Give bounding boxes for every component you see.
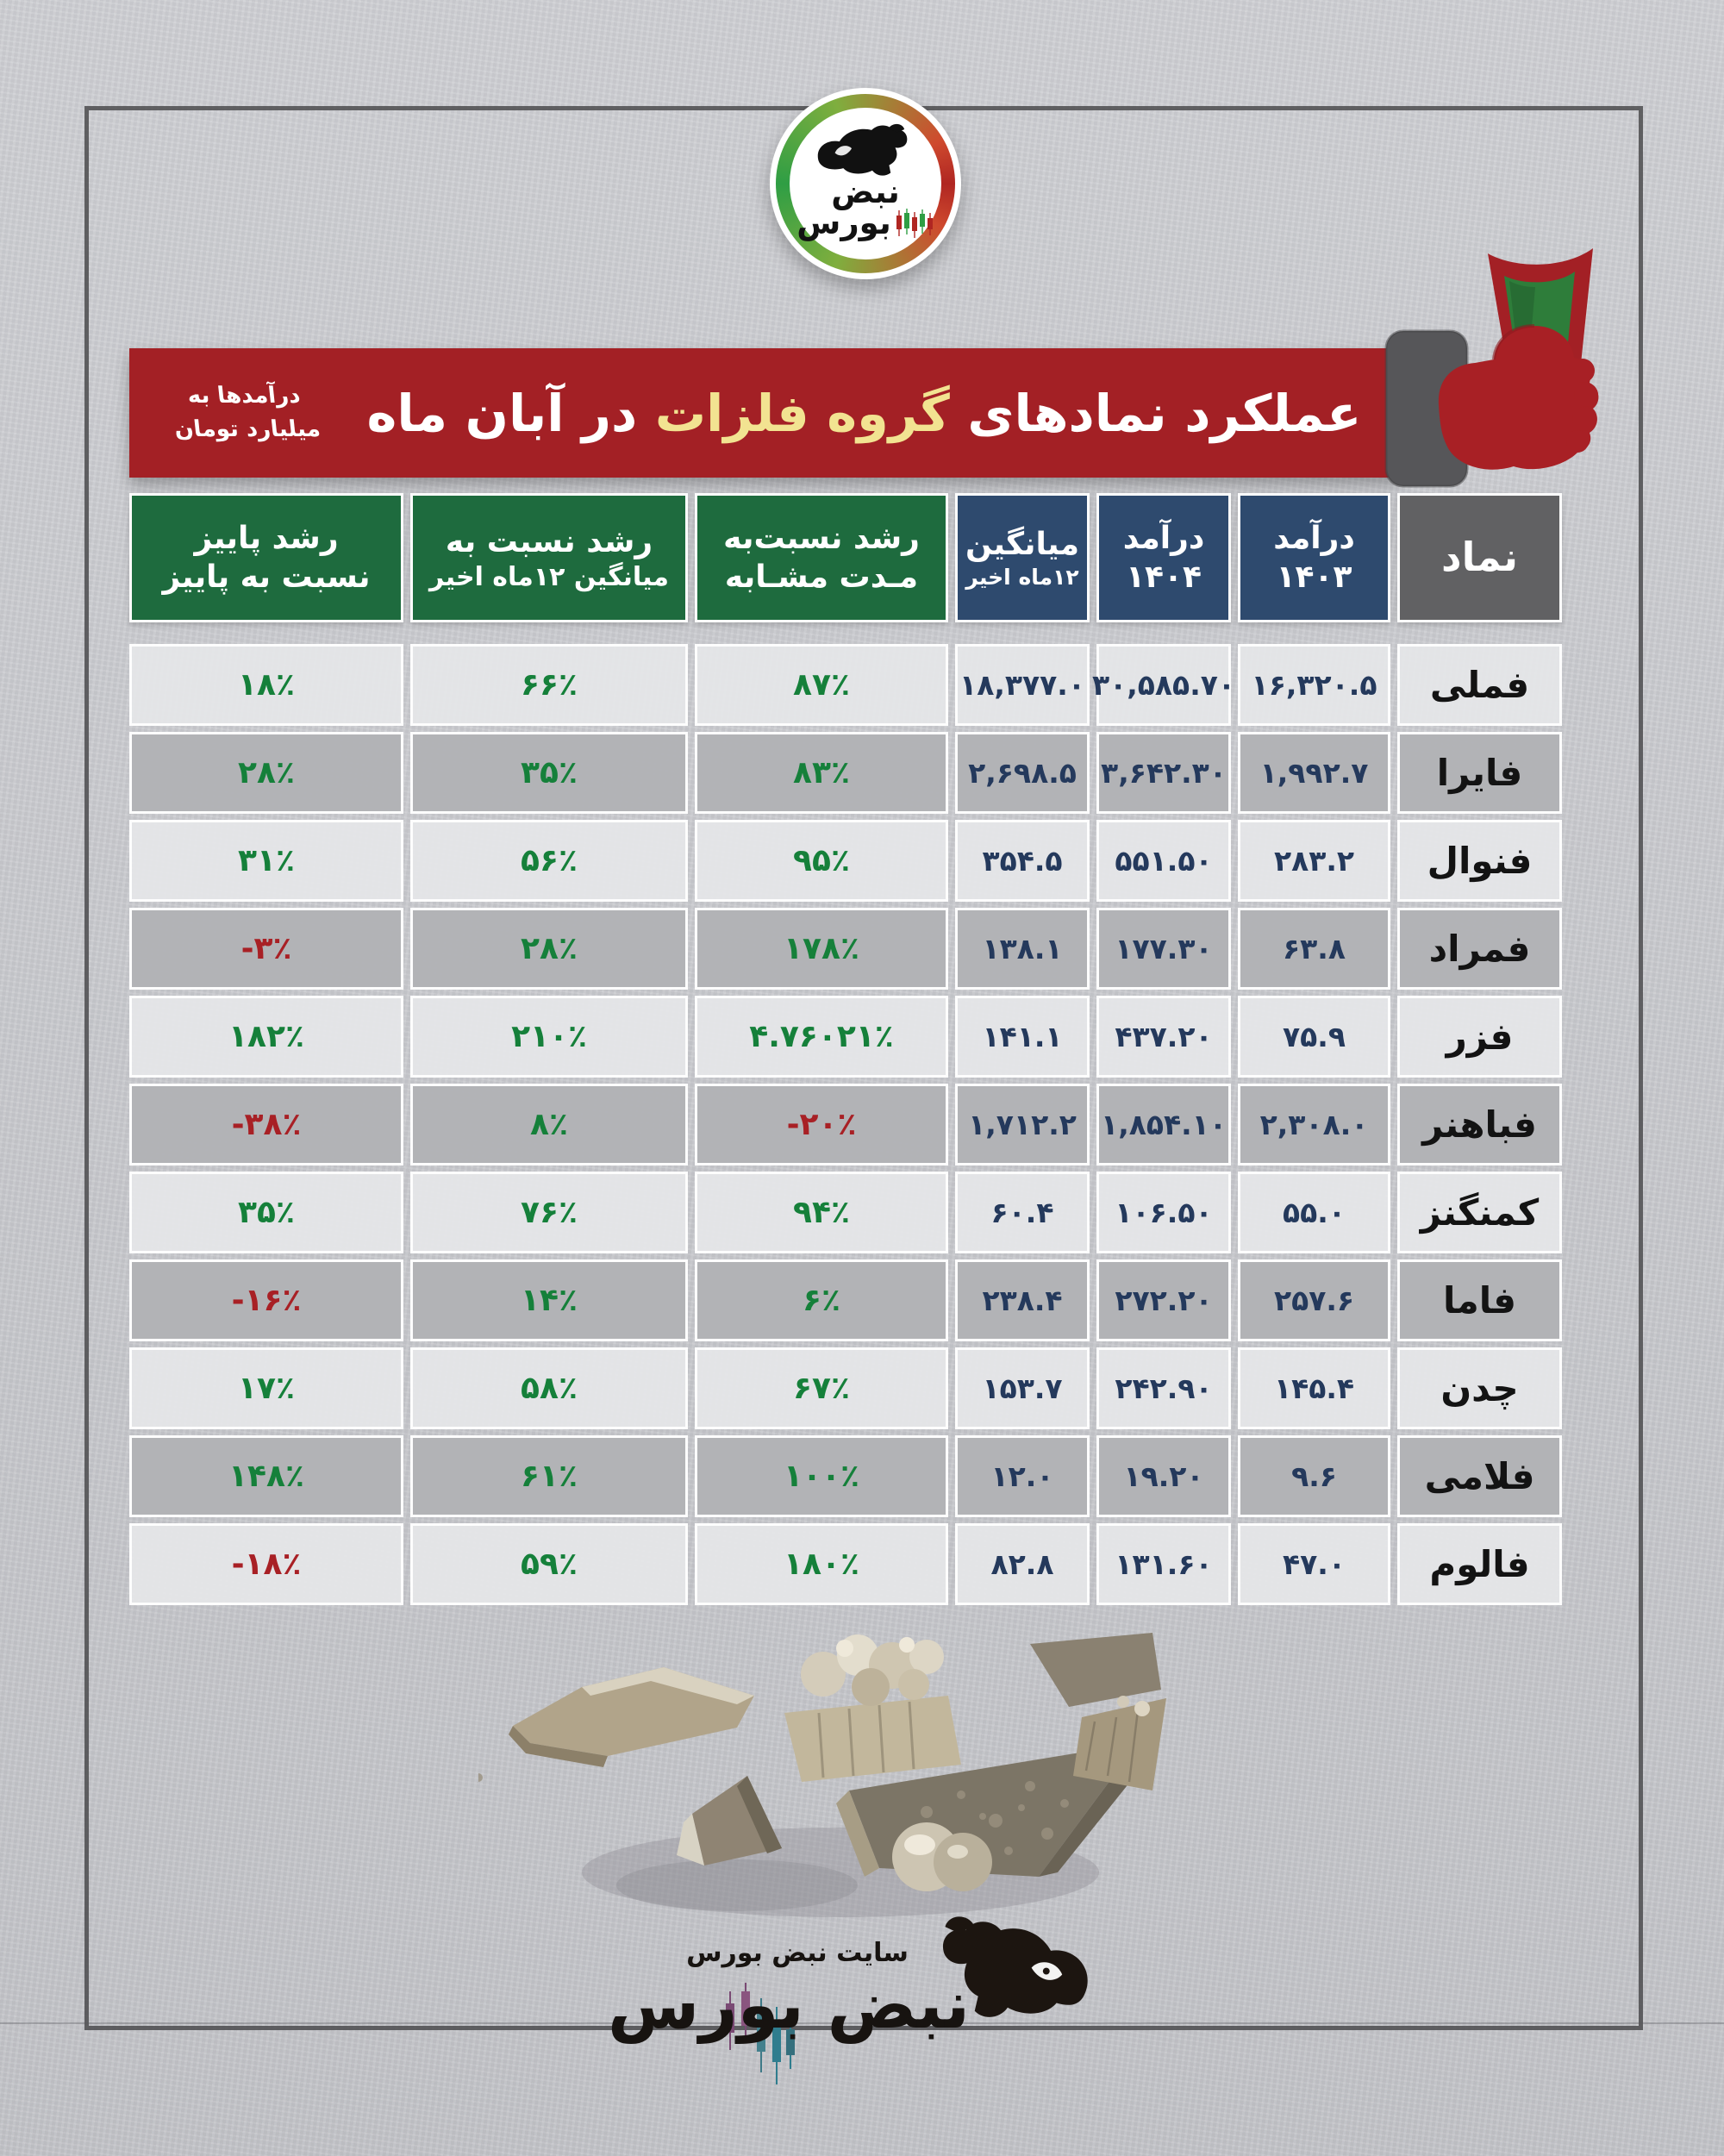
symbol-cell: فاما [1397,1259,1562,1341]
rev-1403-cell: ۱۴۵.۴ [1238,1347,1390,1429]
growth-vs-avg-cell: ۲۸٪ [410,908,688,990]
growth-vs-avg-cell: ۸٪ [410,1084,688,1165]
brand-badge [770,88,961,279]
rev-1404-cell: ۱۳۱.۶۰ [1096,1523,1231,1605]
avg-12m-cell: ۱۳۸.۱ [955,908,1090,990]
table-header-row [129,493,1562,622]
growth-similar-cell: ۶۷٪ [695,1347,948,1429]
avg-12m-cell: ۳۵۴.۵ [955,820,1090,902]
footer-brand [608,1915,1116,2097]
growth-vs-avg-cell: ۶۶٪ [410,644,688,726]
symbol-cell: فباهنر [1397,1084,1562,1165]
avg-12m-cell: ۶۰.۴ [955,1172,1090,1253]
growth-vs-avg-cell: ۵۸٪ [410,1347,688,1429]
symbol-cell: فالوم [1397,1523,1562,1605]
header-symbol: نماد [1397,493,1562,622]
rev-1403-cell: ۷۵.۹ [1238,996,1390,1078]
rev-1404-cell: ۳,۶۴۲.۳۰ [1096,732,1231,814]
rev-1404-cell: ۲۷۲.۲۰ [1096,1259,1231,1341]
table-row [129,1172,1562,1253]
growth-autumn-cell: -۱۶٪ [129,1259,403,1341]
growth-autumn-cell: -۳۸٪ [129,1084,403,1165]
growth-autumn-cell: ۱۷٪ [129,1347,403,1429]
badge-wordmark-line1: نبض [831,173,900,211]
fist-money-icon [1365,231,1628,500]
symbol-cell: فملی [1397,644,1562,726]
rev-1403-cell: ۱۶,۳۲۰.۵ [1238,644,1390,726]
badge-inner-circle [790,108,941,259]
avg-12m-cell: ۱۴۱.۱ [955,996,1090,1078]
symbol-cell: چدن [1397,1347,1562,1429]
table-row [129,996,1562,1078]
table-row [129,820,1562,902]
table-row [129,908,1562,990]
growth-vs-avg-cell: ۵۶٪ [410,820,688,902]
footer-bull-icon [937,1915,1096,2040]
rev-1404-cell: ۲۴۲.۹۰ [1096,1347,1231,1429]
rev-1403-cell: ۶۳.۸ [1238,908,1390,990]
metals-table [129,493,1562,1611]
title-post: در آبان ماه [366,383,638,443]
growth-vs-avg-cell: ۷۶٪ [410,1172,688,1253]
candlestick-icon [895,209,934,238]
rev-1403-cell: ۱,۹۹۲.۷ [1238,732,1390,814]
growth-autumn-cell: ۳۱٪ [129,820,403,902]
rev-1403-cell: ۲۸۳.۲ [1238,820,1390,902]
table-row [129,644,1562,726]
symbol-cell: فزر [1397,996,1562,1078]
avg-12m-cell: ۱۵۳.۷ [955,1347,1090,1429]
symbol-cell: کمنگنز [1397,1172,1562,1253]
avg-12m-cell: ۱۸,۳۷۷.۰ [955,644,1090,726]
rev-1403-cell: ۴۷.۰ [1238,1523,1390,1605]
table-row [129,732,1562,814]
footer-wordmark: نبض بورس [608,1967,970,2044]
growth-vs-avg-cell: ۵۹٪ [410,1523,688,1605]
growth-autumn-cell: ۱۸٪ [129,644,403,726]
rev-1404-cell: ۱۰۶.۵۰ [1096,1172,1231,1253]
rev-1404-cell: ۱۷۷.۳۰ [1096,908,1231,990]
table-row [129,1347,1562,1429]
growth-similar-cell: ۹۵٪ [695,820,948,902]
growth-autumn-cell: -۳٪ [129,908,403,990]
header-growth-vs-avg: رشد نسبت به میانگین ۱۲ماه اخیر [410,493,688,622]
rev-1403-cell: ۲,۳۰۸.۰ [1238,1084,1390,1165]
header-rev-1403: درآمد ۱۴۰۳ [1238,493,1390,622]
bull-icon [810,122,921,176]
growth-similar-cell: ۶٪ [695,1259,948,1341]
footer-site-line: سایت نبض بورس [686,1938,909,1968]
table-row [129,1259,1562,1341]
avg-12m-cell: ۱,۷۱۲.۲ [955,1084,1090,1165]
growth-similar-cell: ۹۴٪ [695,1172,948,1253]
symbol-cell: فایرا [1397,732,1562,814]
growth-similar-cell: -۲۰٪ [695,1084,948,1165]
rev-1404-cell: ۴۳۷.۲۰ [1096,996,1231,1078]
growth-autumn-cell: -۱۸٪ [129,1523,403,1605]
growth-similar-cell: ۱۸۰٪ [695,1523,948,1605]
avg-12m-cell: ۲۳۸.۴ [955,1259,1090,1341]
title-pre: عملکرد نمادهای [967,383,1362,443]
symbol-cell: فنوال [1397,820,1562,902]
rev-1403-cell: ۲۵۷.۶ [1238,1259,1390,1341]
header-avg-12m: میانگین ۱۲ماه اخیر [955,493,1090,622]
avg-12m-cell: ۸۲.۸ [955,1523,1090,1605]
growth-similar-cell: ۱۷۸٪ [695,908,948,990]
growth-autumn-cell: ۲۸٪ [129,732,403,814]
metal-chunks-photo [478,1614,1177,1940]
avg-12m-cell: ۱۲.۰ [955,1435,1090,1517]
table-row [129,1084,1562,1165]
rev-1404-cell: ۱۹.۲۰ [1096,1435,1231,1517]
symbol-cell: فلامی [1397,1435,1562,1517]
header-growth-similar: رشد نسبت‌به مـدت مشـابه [695,493,948,622]
growth-vs-avg-cell: ۲۱۰٪ [410,996,688,1078]
symbol-cell: فمراد [1397,908,1562,990]
title-banner [129,348,1401,478]
growth-autumn-cell: ۱۸۲٪ [129,996,403,1078]
growth-autumn-cell: ۳۵٪ [129,1172,403,1253]
rev-1404-cell: ۳۰,۵۸۵.۷۰ [1096,644,1231,726]
header-growth-autumn: رشد پاییز نسبت به پاییز [129,493,403,622]
rev-1404-cell: ۵۵۱.۵۰ [1096,820,1231,902]
title-highlight: گروه فلزات [654,383,950,443]
header-rev-1404: درآمد ۱۴۰۴ [1096,493,1231,622]
table-body [129,644,1562,1605]
growth-similar-cell: ۸۷٪ [695,644,948,726]
unit-note: درآمدها به میلیارد تومان [172,383,322,442]
growth-similar-cell: ۴.۷۶۰۲۱٪ [695,996,948,1078]
poster-title [362,384,1401,443]
avg-12m-cell: ۲,۶۹۸.۵ [955,732,1090,814]
rev-1403-cell: ۵۵.۰ [1238,1172,1390,1253]
table-row [129,1435,1562,1517]
badge-wordmark-line2: بورس [796,204,891,241]
growth-autumn-cell: ۱۴۸٪ [129,1435,403,1517]
growth-vs-avg-cell: ۳۵٪ [410,732,688,814]
growth-similar-cell: ۱۰۰٪ [695,1435,948,1517]
table-row [129,1523,1562,1605]
growth-vs-avg-cell: ۶۱٪ [410,1435,688,1517]
growth-vs-avg-cell: ۱۴٪ [410,1259,688,1341]
rev-1404-cell: ۱,۸۵۴.۱۰ [1096,1084,1231,1165]
rev-1403-cell: ۹.۶ [1238,1435,1390,1517]
growth-similar-cell: ۸۳٪ [695,732,948,814]
